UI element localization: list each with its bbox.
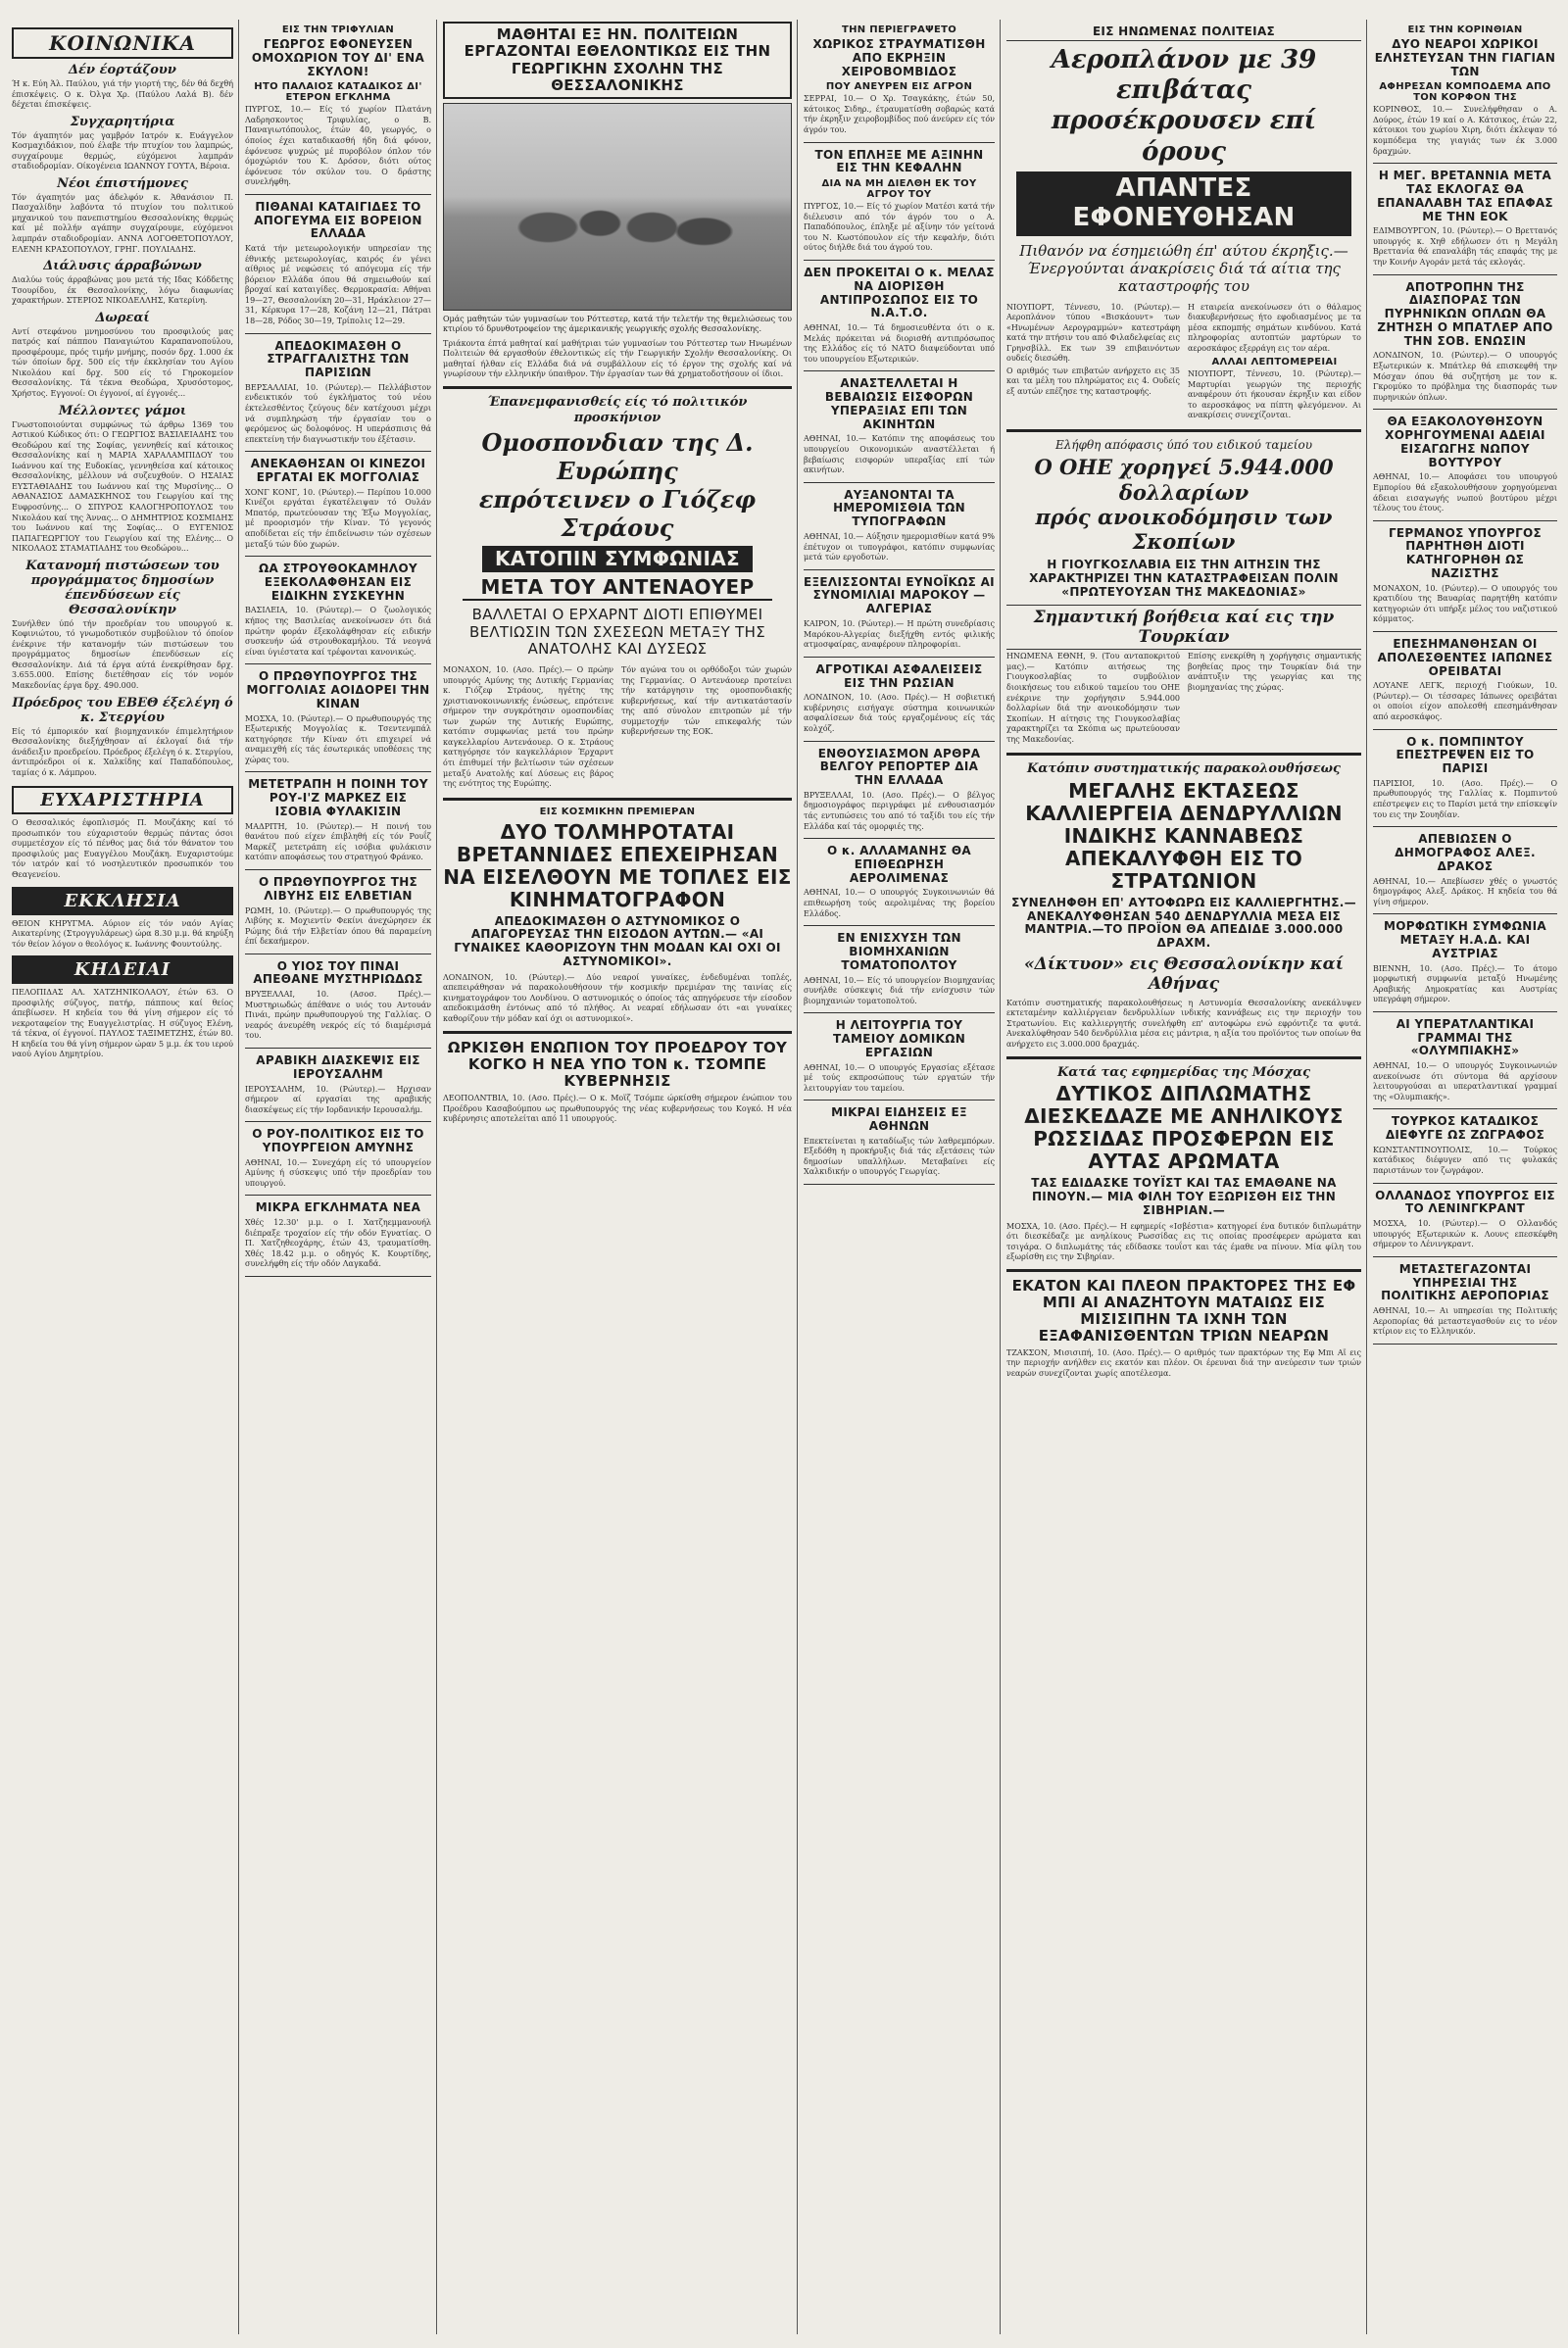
politics-band-2: ΜΕΤΑ ΤΟΥ ΑΝΤΕΝΑΟΥΕΡ xyxy=(463,576,772,601)
article-headline: ΕΠΕΣΗΜΑΝΘΗΣΑΝ ΟΙ ΑΠΟΛΕΣΘΕΝΤΕΣ ΙΑΠΩΝΕΣ ΟΡΕΙΒΑΤΑΙ xyxy=(1377,636,1553,678)
article-text: ΑΘΗΝΑΙ, 10.— Απεβίωσεν χθές ο γνωστός δημογράφος Αλεξ. Δράκος. Η κηδεία του θά γίνη σήμερον. xyxy=(1373,876,1557,906)
social-item-heading: Διάλυσις άρραβώνων xyxy=(43,259,202,274)
social-item-text: Γνωστοποιούνται συμφώνως τώ άρθρω 1369 του Αστικού Κώδικος ότι: Ο ΓΕΩΡΓΙΟΣ ΒΑΣΙΛΕΙΑΔΗΣ του Θεοδώρου καί της Σοφίας, γεννηθείς καί κάτοικος Θεσσαλονίκης καί η ΜΑΡΙΑ ΧΑΡΑΛΑΜΠΙΔΟΥ του Ιωάννου καί της Ευδοκίας, γεννηθείσα καί κάτοικος Θεσσαλονίκης, μέλλουν νά συζευχθούν. Ο ΗΣΑΙΑΣ ΕΥΣΤΑΘΙΑΔΗΣ του Ιωάννου καί της Μυρσίνης... Ο ΑΘΑΝΑΣΙΟΣ ΔΑΜΑΣΚΗΝΟΣ του Γεωργίου καί της Ευφροσύνης... Ο ΣΠΥΡΟΣ ΚΑΛΟΓΗΡΟΠΟΥΛΟΣ του Νικολάου καί της Άννας... Ο ΔΗΜΗΤΡΙΟΣ ΚΟΣΜΙΔΗΣ του Ιωάννου καί της Σοφίας... Ο ΕΥΓΕΝΙΟΣ ΠΑΠΑΓΕΩΡΓΙΟΥ του Γεωργίου καί της Ελένης... Ο ΝΙΚΟΛΑΟΣ ΣΤΑΜΑΤΙΑΔΗΣ του Θεοδώρου... xyxy=(12,419,233,554)
article-headline: ΑΥΞΑΝΟΝΤΑΙ ΤΑ ΗΜΕΡΟΜΙΣΘΙΑ ΤΩΝ ΤΥΠΟΓΡΑΦΩΝ xyxy=(833,487,965,529)
congo-headline: ΩΡΚΙΣΘΗ ΕΝΩΠΙΟΝ ΤΟΥ ΠΡΟΕΔΡΟΥ ΤΟΥ ΚΟΓΚΟ Η ΝΕΑ ΥΠΟ ΤΟΝ κ. ΤΣΟΜΠΕ ΚΥΒΕΡΝΗΣΙΣ xyxy=(447,1038,788,1091)
article-text: ΑΘΗΝΑΙ, 10.— Ο υπουργός Εργασίας εξέτασε μέ τούς εκπροσώπους τών εργατών τήν λειτουργίαν του ταμείου. xyxy=(804,1062,995,1093)
lead-side-title: ΑΛΛΑΙ ΛΕΠΤΟΜΕΡΕΙΑΙ xyxy=(1211,357,1338,368)
article xyxy=(245,340,431,453)
politics-text-b: Τόν αγώνα του οι ορθόδοξοι τών χωρών της Γερμανίας. Ο Αντενάουερ προτείνει τήν κατάργησιν της ομοσπονδιακής κυβερνήσεως, καί τήν αντικατάστασίν της από σύνολον επιτροπών μέ τήν συμμετοχήν τών επικεφαλής τών κυβερνήσεων της ΕΟΚ. xyxy=(621,665,792,737)
hemp-headline: ΜΕΓΑΛΗΣ ΕΚΤΑΣΕΩΣ ΚΑΛΛΙΕΡΓΕΙΑ ΔΕΝΔΡΥΛΛΙΩΝ ΙΝΔΙΚΗΣ ΚΑΝΝΑΒΕΩΣ ΑΠΕΚΑΛΥΦΘΗ ΕΙΣ ΤΟ ΣΤΡΑΤΩΝΙΟΝ xyxy=(1025,778,1343,893)
article xyxy=(1373,1018,1557,1110)
article-headline: ΜΙΚΡΑ ΕΓΚΛΗΜΑΤΑ ΝΕΑ xyxy=(255,1200,421,1215)
lead-text-b: Η εταιρεία ανεκοίνωσεν ότι ο θάλαμος διακυβερνήσεως ήτο εφοδιασμένος με τα μέσα εκπομπής σημάτων κινδύνου. Κατά πληροφορίας αυτοπτών μαρτύρων το αεροσκάφος εξερράγη εις τον αέρα. xyxy=(1188,302,1361,353)
funeral-text: ΠΕΛΟΠΙΔΑΣ ΑΛ. ΧΑΤΖΗΝΙΚΟΛΑΟΥ, έτών 63. Ο προσφιλής σύζυγος, πατήρ, πάππους καί θείος άπεβίωσεν. Η κηδεία του θά γίνη σήμερον είς τό νεκροταφείον της Ευαγγελιστρίας. Η σύζυγος Ελένη, τά τέκνα, οί έγγονοί. ΠΑΥΛΟΣ ΤΑΞΙΜΕΤΖΗΣ, έτών 80. Η κηδεία του θά γίνη σήμερον ώραν 5 μ.μ. έκ του ιερού ναού Αγίου Δημητρίου. xyxy=(12,988,233,1059)
column-main xyxy=(1006,22,1361,2334)
article-text: ΒΡΥΞΕΛΛΑΙ, 10. (Ασοσ. Πρές).— Μυστηριωδώς άπέθανε ο υιός του Αντουάν Πινάι, πρώην πρωθυπουργού της Γαλλίας. Ο νεαρός άνευρέθη νεκρός είς τό διαμέρισμά του. xyxy=(245,990,431,1041)
lead-text-a: ΝΙΟΥΠΟΡΤ, Τέννεσυ, 10. (Ρώυτερ).— Αεροπλάνον τύπου «Βισκάουντ» των «Ηνωμένων Αερογραμμών» κατεστράφη κατά την πτήσιν του από Φιλαδελφείας εις Γρηνσβίλλ. Εκ των 39 επιβαινόντων ουδείς διεσώθη. xyxy=(1006,302,1180,364)
column-rule xyxy=(1000,20,1001,2334)
lead-headline-3: ΑΠΑΝΤΕΣ ΕΦΟΝΕΥΘΗΣΑΝ xyxy=(1016,171,1351,236)
article-headline: ΔΥΟ ΝΕΑΡΟΙ ΧΩΡΙΚΟΙ ΕΛΗΣΤΕΥΣΑΝ ΤΗΝ ΓΙΑΓΙΑΝ ΤΩΝ xyxy=(1374,37,1556,78)
article xyxy=(1373,1115,1557,1183)
social-item-text: Τόν άγαπητόν μας γαμβρόν Ιατρόν κ. Ευάγγελον Κοσμαχιδάκιον, πού έλαβε τήν πτυχίον του λαμπρώς, συγχαίρουμε θερμώς, εύχόμενοι λαμπράν σταδιοδρομίαν. Οίκογένεια ΙΩΑΝΝΟΥ ΓΟΥΤΑ, Βέροια. xyxy=(12,130,233,171)
article-text: ΑΘΗΝΑΙ, 10.— Ο υπουργός Συγκοινωνιών ανεκοίνωσε ότι σύντομα θά αρχίσουν λειτουργούσαι αι υπερατλαντικαί γραμμαί της «Ολυμπιακής». xyxy=(1373,1061,1557,1101)
social-items xyxy=(12,63,233,778)
article xyxy=(804,663,995,742)
article-text: ΠΥΡΓΟΣ, 10.— Είς τό χωρίον Πλατάνη Λαδρησκοντος Τριφυλίας, ο Β. Παναγιωτόπουλος, έτών 40, γεωργός, ο όποίος έχει καταδικασθή ήδη διά φόνον, έφόνευσε ψυχρώς μέ πυροβόλον όπλον τόν όμοχώριόν του Κ. Δρόσον, διότι ούτος έφόνευσε τόν σκύλον του. Ο δράστης συνελήφθη. xyxy=(245,105,431,187)
article-kicker: ΕΙΣ ΤΗΝ ΤΡΙΦΥΛΙΑΝ xyxy=(281,24,395,35)
article-headline: ΑΓΡΟΤΙΚΑΙ ΑΣΦΑΛΕΙΣΕΙΣ ΕΙΣ ΤΗΝ ΡΩΣΙΑΝ xyxy=(815,661,983,690)
students-photo xyxy=(443,103,792,311)
politics-band-1: ΚΑΤΟΠΙΝ ΣΥΜΦΩΝΙΑΣ xyxy=(482,546,753,572)
article-kicker: ΤΗΝ ΠΕΡΙΕΓΡΑΨΕΤΟ xyxy=(841,24,956,35)
article-text: ΒΕΡΣΑΛΛΙΑΙ, 10. (Ρώυτερ).— Πελλάβιστον ενδεικτικόν τού έγκλήματος τού νέου έκτελεσθέντος ζεύγους δέν κατέχουσι μέχρι νά συμπληρώση τήν έργασίαν του ο φερόμενος ώς δολοφόνος. Η υπεράσπισις θά επεκτείνη τήν διαγνωστικήν του έξέτασιν. xyxy=(245,382,431,444)
social-item-text: Συνήλθεν ύπό τήν προεδρίαν του υπουργού κ. Κοφινιώτου, τό γνωμοδοτικόν συμβούλιον τό όποίον ένέκρινε τήν κατανομήν τών πιστώσεων του προγράμματος δημοσίων έπενδύσεων είς Θεσσαλονίκην. Διά τά έργα αύτά ένεκρίθησαν δρχ. 3.655.000. Επίσης διετέθησαν είς τόν νομόν Μακεδονίας έργα δρχ. 490.000. xyxy=(12,618,233,690)
article xyxy=(1373,736,1557,828)
article-headline: ΑΠΕΔΟΚΙΜΑΣΘΗ Ο ΣΤΡΑΓΓΑΛΙΣΤΗΣ ΤΩΝ ΠΑΡΙΣΙΩΝ xyxy=(267,338,410,380)
article-text: ΜΟΝΑΧΟΝ, 10. (Ρώυτερ).— Ο υπουργός του κρατιδίου της Βαυαρίας παρητήθη κατόπιν κατηγοριών ότι υπήρξε μέλος του ναζιστικού κόμματος. xyxy=(1373,583,1557,624)
article-text: ΑΘΗΝΑΙ, 10.— Τά δημοσιευθέντα ότι ο κ. Μελάς πρόκειται νά διορισθή αντιπρόσωπος της Ελλάδος είς τό ΝΑΤΟ διαψεύδονται υπό του υπουργείου Εξωτερικών. xyxy=(804,323,995,364)
news-list-4 xyxy=(804,24,995,1185)
article-text: ΜΟΣΧΑ, 10. (Ρώυτερ).— Ο Ολλανδός υπουργός Εξωτερικών κ. Λουνς επεσκέφθη σήμερον το Λένινγκραντ. xyxy=(1373,1219,1557,1249)
article xyxy=(1373,1190,1557,1257)
social-item-text: Διαλύω τούς άρραβώνας μου μετά τής Ιδας Κόδδετης Τσουρίδου, έκ Θεσσαλονίκης, λόγω διαφωνίας χαρακτήρων. ΣΤΕΡΙΟΣ ΝΙΚΟΔΕΛΛΗΣ, Κατερίνη. xyxy=(12,275,233,306)
article xyxy=(245,1128,431,1196)
social-item-text: Είς τό έμπορικόν καί βιομηχανικόν έπιμελητήριον Θεσσαλονίκης διεξήχθησαν αί έκλογαί διά τήν άνάδειξιν προεδρείου. Πρόεδρος έξελέγη ό κ. Στεργίου, άντιπρόεδροι οί κ. Χαλκίδης καί Παπαδόπουλος, ταμίας ό κ. Λάμπρου. xyxy=(12,726,233,777)
article-text: ΑΘΗΝΑΙ, 10.— Αι υπηρεσίαι της Πολιτικής Αεροπορίας θά μεταστεγασθούν εις το νέον κτίριον εις το Ελληνικόν. xyxy=(1373,1306,1557,1337)
lead-subheadline: Πιθανόν να έσημειώθη έπ' αύτου έκρηξις.—Ένεργούνται άνακρίσεις διά τά αίτια της καταστροφής του xyxy=(1019,241,1348,295)
un-text-b: Επίσης ενεκρίθη η χορήγησις σημαντικής βοηθείας προς την Τουρκίαν διά την ανάπτυξιν της γεωργίας και της βιομηχανίας της χώρας. xyxy=(1188,652,1361,692)
politics-kicker: Έπανεμφανισθείς είς τό πολιτικόν προσκήνιον xyxy=(487,394,748,425)
article xyxy=(804,845,995,926)
article-headline: ΑΝΑΣΤΕΛΛΕΤΑΙ Η ΒΕΒΑΙΩΣΙΣ ΕΙΣΦΟΡΩΝ ΥΠΕΡΑΞΙΑΣ ΕΠΙ ΤΩΝ ΑΚΙΝΗΤΩΝ xyxy=(824,376,974,431)
article-text: ΠΑΡΙΣΙΟΙ, 10. (Ασο. Πρές).— Ο πρωθυπουργός της Γαλλίας κ. Πομπιντού επέστρεψεν εις το Παρίσι μετά την επίσκεψίν του εις την Σουηδίαν. xyxy=(1373,778,1557,819)
article-text: ΒΑΣΙΛΕΙΑ, 10. (Ρώυτερ).— Ο ζωολογικός κήπος της Βασιλείας ανεκοίνωσεν ότι διά πρώτην φοράν έξεκολάφθησαν είς ειδικήν συσκευήν ώά στρουθοκαμήλου. Τά νεογνά είναι ύγιέστατα καί τρέφονται κανονικώς. xyxy=(245,606,431,657)
article xyxy=(1373,24,1557,164)
article xyxy=(245,1201,431,1277)
article-headline: Ο κ. ΑΛΛΑΜΑΝΗΣ ΘΑ ΕΠΙΘΕΩΡΗΣΗ ΑΕΡΟΛΙΜΕΝΑΣ xyxy=(826,844,972,885)
column-feature xyxy=(443,22,792,2334)
social-item-heading: Κατανομή πιστώσεων του προγράμματος δημοσίων έπενδύσεων είς Θεσσαλονίκην xyxy=(25,558,220,617)
article-text: ΙΕΡΟΥΣΑΛΗΜ, 10. (Ρώυτερ).— Ηρχισαν σήμερον αί εργασίαι της αραβικής διασκέψεως είς τήν Ιορδανικήν Ιερουσαλήμ. xyxy=(245,1084,431,1114)
article-text: ΑΘΗΝΑΙ, 10.— Αποφάσει του υπουργού Εμπορίου θά εξακολουθήσουν χορηγούμεναι άδειαι εισαγωγής νωπού βουτύρου μέχρι τέλους του έτους. xyxy=(1373,472,1557,514)
article-headline: ΓΕΩΡΓΟΣ ΕΦΟΝΕΥΣΕΝ ΟΜΟΧΩΡΙΟΝ ΤΟΥ ΔΙ' ΕΝΑ ΣΚΥΛΟΝ! xyxy=(251,37,425,78)
article-subheadline: ΗΤΟ ΠΑΛΑΙΟΣ ΚΑΤΑΔΙΚΟΣ ΔΙ' ΕΤΕΡΟΝ ΕΓΚΛΗΜΑ xyxy=(254,81,422,104)
column-rule xyxy=(1366,20,1367,2334)
column-rule xyxy=(797,20,798,2334)
politics-text-a: ΜΟΝΑΧΟΝ, 10. (Ασο. Πρές).— Ο πρώην υπουργός Αμύνης της Δυτικής Γερμανίας κ. Γιόζεφ Στράους, ηγέτης της χριστιανοκοινωνικής ένώσεως, επρότεινε σήμερον την συγκρότησιν ομοσπονδίας των χωρών της Δυτικής Ευρώπης, κατόπιν συμφωνίας μετά του πρώην καγκελλαρίου Αντενάουερ. Ο κ. Στράους κατηγόρησε τόν καγκελλάριον Έρχαρντ ότι έπιθυμεί τήν βελτίωσιν τών σχέσεων μεταξύ Ανατολής καί Δύσεως εις βάρος της ενότητος της Ευρώπης. xyxy=(443,665,613,789)
article-text: ΑΘΗΝΑΙ, 10.— Αύξησιν ημερομισθίων κατά 9% έπέτυχον οι τυπογράφοι, κατόπιν συμφωνίας μετά τών εργοδοτών. xyxy=(804,532,995,563)
article-headline: ΑΠΕΒΙΩΣΕΝ Ο ΔΗΜΟΓΡΑΦΟΣ ΑΛΕΞ. ΔΡΑΚΟΣ xyxy=(1395,832,1536,873)
photo-headline: ΜΑΘΗΤΑΙ ΕΞ ΗΝ. ΠΟΛΙΤΕΙΩΝ ΕΡΓΑΖΟΝΤΑΙ ΕΘΕΛΟΝΤΙΚΩΣ ΕΙΣ ΤΗΝ ΓΕΩΡΓΙΚΗΝ ΣΧΟΛΗΝ ΤΗΣ ΘΕΣΣΑΛΟΝΙΚΗΣ xyxy=(443,22,792,99)
article-headline: Η ΜΕΓ. ΒΡΕΤΑΝΝΙΑ ΜΕΤΑ ΤΑΣ ΕΚΛΟΓΑΣ ΘΑ ΕΠΑΝΑΛΑΒΗ ΤΑΣ ΕΠΑΦΑΣ ΜΕ ΤΗΝ ΕΟΚ xyxy=(1377,169,1553,223)
lead-headline-2: προσέκρουσεν επί όρους xyxy=(1051,106,1317,167)
article xyxy=(245,670,431,772)
moscow-text: ΜΟΣΧΑ, 10. (Ασο. Πρές).— Η εφημερίς «Ισβέστια» κατηγορεί ένα δυτικόν διπλωμάτην ότι διεσκέδαζε με ανηλίκους Ρωσσίδας εις τις οποίας προσέφερεν αρώματα και τσιγάρα. Ο διπλωμάτης τάς εδίδασκε τουΐστ και τάς έμαθε να πίνουν. Μία φίλη του εξωρίσθη εις την Σιβηρίαν. xyxy=(1006,1221,1361,1262)
social-item-text: Αντί στεφάνου μνημοσύνου του προσφιλούς μας πατρός καί πάππου Παναγιώτου Καραπανοπούλου, προσφέρουμε, πρός τιμήν μνήμης, ποσόν δρχ. 1.000 έκ τών όποίων δρχ. 500 είς τήν έκκλησίαν του Αγίου Νικολάου καί δρχ. 500 είς τό Γηροκομείον Θεσσαλονίκης. Τά τέκνα Θεοδώρα, Χρυσόστομος, Χρήστος. Εγγονοί: Οι έγγονοί, αί έγγονές... xyxy=(12,326,233,399)
hemp-text: Κατόπιν συστηματικής παρακολουθήσεως η Αστυνομία Θεσσαλονίκης ανεκάλυψεν εκτεταμένην καλλιέργειαν δενδρυλλίων ινδικής καννάβεως εις την περιοχήν του Στρατωνίου. Εις καλλιεργητής συνελήφθη επ' αυτοφώρω ενώ εφρόντιζε τα φυτά. Ανεκαλύφθησαν 540 δενδρύλλια μέσα εις μάντρια, η αξία του προϊόντος των οποίων θα ανήρχετο εις 3.000.000 δραχμάς. xyxy=(1006,998,1361,1049)
moscow-kicker: Κατά τας εφημερίδας της Μόσχας xyxy=(1056,1064,1311,1080)
article-headline: Ο κ. ΠΟΜΠΙΝΤΟΥ ΕΠΕΣΤΡΕΨΕΝ ΕΙΣ ΤΟ ΠΑΡΙΣΙ xyxy=(1396,734,1535,776)
article-headline: ΑΙ ΥΠΕΡΑΤΛΑΝΤΙΚΑΙ ΓΡΑΜΜΑΙ ΤΗΣ «ΟΛΥΜΠΙΑΚΗΣ» xyxy=(1396,1016,1535,1058)
article-headline: Ο ΠΡΩΘΥΠΟΥΡΓΟΣ ΤΗΣ ΛΙΒΥΗΣ ΕΙΣ ΕΛΒΕΤΙΑΝ xyxy=(258,874,418,903)
article xyxy=(1373,170,1557,274)
article-subheadline: ΑΦΗΡΕΣΑΝ ΚΟΜΠΟΔΕΜΑ ΑΠΟ ΤΟΝ ΚΟΡΦΟΝ ΤΗΣ xyxy=(1379,81,1551,104)
article xyxy=(1373,638,1557,730)
article xyxy=(245,201,431,334)
article xyxy=(804,24,995,143)
article xyxy=(245,1054,431,1122)
article-subheadline: ΔΙΑ ΝΑ ΜΗ ΔΙΕΛΘΗ ΕΚ ΤΟΥ ΑΓΡΟΥ ΤΟΥ xyxy=(821,178,977,201)
congo-text: ΛΕΟΠΟΛΝΤΒΙΛ, 10. (Ασο. Πρές).— Ο κ. Μοΐζ Τσόμπε ώρκίσθη σήμερον ένώπιον του Προέδρου Κασαβούμπου ως πρωθυπουργός της νέας κυβερνήσεως του Κογκό. Η νέα κυβέρνησις αποτελείται από 11 υπουργούς. xyxy=(443,1094,792,1124)
lead-headline-1: Αεροπλάνον με 39 επιβάτας xyxy=(1051,45,1317,106)
social-item-text: Τόν άγαπητόν μας άδελφόν κ. Άθανάσιον Π. Πασχαλίδην λαβόντα τό πτυχίον του πολιτικού μηχανικού του πανεπιστημίου Θεσσαλονίκης θερμώς καί μέ πολλήν αγάπην συγχαίρουμε, εύχόμενοι λαμπράν σταδιοδρομίαν. ΑΝΝΑ ΛΟΓΟΘΕΤΟΠΟΥΛΟΥ, ΕΛΕΝΗ ΚΡΑΣΟΠΟΥΛΟΥ, ΓΡΗΓ. ΠΟΥΛΙΑΔΗΣ. xyxy=(12,192,233,254)
column-rule xyxy=(238,20,239,2334)
article-text: ΚΟΡΙΝΘΟΣ, 10.— Συνελήφθησαν ο Α. Δούρος, έτών 19 καί ο Α. Κάτσικος, έτών 22, κάτοικοι του χωρίου Χιρη, διότι έκλεψαν τό κομπόδεμα της γιαγιάς των έκ 3.000 δραχμών. xyxy=(1373,105,1557,156)
article-subheadline: ΠΟΥ ΑΝΕΥΡΕΝ ΕΙΣ ΑΓΡΟΝ xyxy=(825,81,973,93)
photo-caption: Ομάς μαθητών τών γυμνασίων του Ρόττεστερ, κατά τήν τελετήν της θεμελιώσεως του κτιρίου τό δρυνθοτροφείον της άμερικανικής γεωργικής σχολής Θεσσαλονίκης. xyxy=(443,315,792,334)
article-headline: Ο ΡΟΥ-ΠΟΛΙΤΙΚΟΣ ΕΙΣ ΤΟ ΥΠΟΥΡΓΕΙΟΝ ΑΜΥΝΗΣ xyxy=(252,1127,424,1155)
lead-side-text: ΝΙΟΥΠΟΡΤ, Τέννεσυ, 10. (Ρώυτερ).— Μαρτυρίαι γεωργών της περιοχής αναφέρουν ότι ήκουσαν έκρηξιν και είδον το αεροσκάφος να πίπτη φλεγόμενον. Αι ανακρίσεις συνεχίζονται. xyxy=(1188,369,1361,420)
un-kicker: Ελήφθη απόφασις ύπό του ειδικού ταμείου xyxy=(1054,438,1312,452)
moscow-headline: ΔΥΤΙΚΟΣ ΔΙΠΛΩΜΑΤΗΣ ΔΙΕΣΚΕΔΑΖΕ ΜΕ ΑΝΗΛΙΚΟΥΣ ΡΩΣΣΙΔΑΣ ΠΡΟΣΦΕΡΩΝ ΕΙΣ ΑΥΤΑΣ ΑΡΩΜΑΤΑ xyxy=(1024,1082,1344,1174)
article-headline: ΜΙΚΡΑΙ ΕΙΔΗΣΕΙΣ ΕΞ ΑΘΗΝΩΝ xyxy=(831,1105,967,1133)
article-text: ΑΘΗΝΑΙ, 10.— Συνεχάρη είς τό υπουργείον Αμύνης ή σύσκεψις υπό τήν προεδρίαν του υπουργού. xyxy=(245,1157,431,1188)
hemp-kicker: Κατόπιν συστηματικής παρακολουθήσεως xyxy=(1027,761,1341,777)
article xyxy=(804,1106,995,1185)
article xyxy=(1373,416,1557,520)
politics-headline-2: επρότεινεν ο Γιόζεφ Στράους xyxy=(478,484,757,542)
social-item-heading: Μέλλοντες γάμοι xyxy=(58,403,187,418)
article xyxy=(1373,281,1557,411)
article-headline: ΜΟΡΦΩΤΙΚΗ ΣΥΜΦΩΝΙΑ ΜΕΤΑΞΥ Η.Α.Δ. ΚΑΙ ΑΥΣΤΡΙΑΣ xyxy=(1384,919,1546,960)
lead-text-c: Ο αριθμός των επιβατών ανήρχετο εις 35 και τα μέλη του πληρώματος εις 4. Ουδείς εξ αυτών επέζησε της καταστροφής. xyxy=(1006,366,1180,396)
article xyxy=(804,489,995,570)
article xyxy=(245,960,431,1049)
article-headline: ΑΡΑΒΙΚΗ ΔΙΑΣΚΕΨΙΣ ΕΙΣ ΙΕΡΟΥΣΑΛΗΜ xyxy=(256,1053,420,1081)
article-headline: ΕΞΕΛΙΣΣΟΝΤΑΙ ΕΥΝΟΪΚΩΣ ΑΙ ΣΥΝΟΜΙΛΙΑΙ ΜΑΡΟΚΟΥ — ΑΛΓΕΡΙΑΣ xyxy=(804,574,995,616)
article-headline: ΤΟΝ ΕΠΛΗΞΕ ΜΕ ΑΞΙΝΗΝ ΕΙΣ ΤΗΝ ΚΕΦΑΛΗΝ xyxy=(814,147,984,175)
article xyxy=(804,267,995,371)
article xyxy=(1373,920,1557,1012)
church-text: ΘΕΙΟΝ ΚΗΡΥΓΜΑ. Αύριον είς τόν ναόν Αγίας Αικατερίνης (Στρογγυλάρεως) ώρα 8.30 μ.μ. θά κηρύξη τόν θείον λόγον ο θεολόγος κ. Ιωάννης Φουντούλης. xyxy=(12,918,233,949)
article-headline: ΟΛΛΑΝΔΟΣ ΥΠΟΥΡΓΟΣ ΕΙΣ ΤΟ ΛΕΝΙΝΓΚΡΑΝΤ xyxy=(1375,1188,1555,1216)
article xyxy=(1373,833,1557,914)
article-headline: ΠΙΘΑΝΑΙ ΚΑΤΑΙΓΙΔΕΣ ΤΟ ΑΠΟΓΕΥΜΑ ΕΙΣ ΒΟΡΕΙΟΝ ΕΛΛΑΔΑ xyxy=(254,199,422,241)
article-text: ΛΟΝΔΙΝΟΝ, 10. (Ασο. Πρές).— Η σοβιετική κυβέρνησις εισήγαγε σύστημα κοινωνικών ασφαλίσεων διά τούς εργαζομένους είς τάς κολχόζ. xyxy=(804,693,995,733)
article xyxy=(245,458,431,557)
fbi-headline: ΕΚΑΤΟΝ ΚΑΙ ΠΛΕΟΝ ΠΡΑΚΤΟΡΕΣ ΤΗΣ ΕΦ ΜΠΙ ΑΙ ΑΝΑΖΗΤΟΥΝ ΜΑΤΑΙΩΣ ΕΙΣ ΜΙΣΙΣΙΠΗΝ ΤΑ ΙΧΝΗ ΤΩΝ ΕΞΑΦΑΝΙΣΘΕΝΤΩΝ ΤΡΙΩΝ ΝΕΑΡΩΝ xyxy=(1011,1276,1356,1345)
article-text: ΒΙΕΝΝΗ, 10. (Ασο. Πρές).— Το άτομο μορφωτική συμφωνία μεταξύ Ηνωμένης Αραβικής Δημοκρατίας και Αυστρίας υπεγράφη σήμερον. xyxy=(1373,963,1557,1004)
article-headline: ΕΝ ΕΝΙΣΧΥΣΗ ΤΩΝ ΒΙΟΜΗΧΑΝΙΩΝ ΤΟΜΑΤΟΠΟΛΤΟΥ xyxy=(837,931,961,972)
article-text: ΧΟΝΓ ΚΟΝΓ, 10. (Ρώυτερ).— Περίπου 10.000 Κινέζοι εργάται έγκατέλειψαν τό Ουλάν Μπατόρ, πρωτεύουσαν της Έξω Μογγολίας, μέ προορισμόν τήν Κίναν. Τό γεγονός αποδίδεται είς τήν έπιδείνωσιν τών σχέσεων μεταξύ τών δύο χωρών. xyxy=(245,487,431,549)
article xyxy=(804,149,995,261)
article-text: Κατά τήν μετεωρολογικήν υπηρεσίαν της έθνικής μετεωρολογίας, καιρός έν γένει αίθριος μέ νεφώσεις τό απόγευμα είς τήν βόρειον Ελλάδα όπου θά σημειωθούν καί βροχαί καί καταιγίδες. Θερμοκρασία: Αθήναι 19—27, Θεσσαλονίκη 20—31, Ηράκλειον 27—31, Κέρκυρα 17—28, Κοζάνη 12—21, Πάτραι 18—28, Ρόδος 30—19, Τρίπολις 12—29. xyxy=(245,244,431,325)
article-headline: ΩΑ ΣΤΡΟΥΘΟΚΑΜΗΛΟΥ ΕΞΕΚΟΛΑΦΘΗΣΑΝ ΕΙΣ ΕΙΔΙΚΗΝ ΣΥΣΚΕΥΗΝ xyxy=(259,562,417,603)
article xyxy=(804,748,995,840)
article-headline: ΧΩΡΙΚΟΣ ΣΤΡΑΥΜΑΤΙΣΘΗ ΑΠΟ ΕΚΡΗΞΙΝ ΧΕΙΡΟΒΟΜΒΙΔΟΣ xyxy=(812,37,986,78)
column-news-6 xyxy=(1373,22,1557,2334)
hemp-band: «Δίκτυον» εις Θεσσαλονίκην καί Αθήνας xyxy=(1024,954,1344,995)
article-text: ΚΑΪΡΟΝ, 10. (Ρώυτερ).— Η πρώτη συνεδρίασις Μαρόκου-Αλγερίας διεξήχθη εντός φιλικής ατμοσφαίρας, αναφέρουν πληροφορίαι. xyxy=(804,619,995,650)
column-news-4 xyxy=(804,22,995,2334)
news-list-6 xyxy=(1373,24,1557,1345)
funeral-section-title: ΚΗΔΕΙΑΙ xyxy=(12,955,233,984)
article xyxy=(1373,1263,1557,1345)
social-item-text: Ή κ. Εύη Άλ. Παύλου, γιά τήν γιορτή της, δέν θά δεχθή έπισκέψεις. Ο κ. Όλγα Χρ. (Παύλου Λαλά Β). δέν δέχεται έπισκέψεις. xyxy=(12,79,233,110)
article-text: Χθές 12.30' μ.μ. ο Ι. Χατζηεμμανουήλ διέπραξε τροχαίον είς τήν οδόν Εγνατίας. Ο Π. Χατζηθεοχάρης, έτών 43, τραυματίσθη. Χθές 18.42 μ.μ. ο οδηγός Κ. Κουρτίδης, συνελήφθη είς τήν οδόν Λαγκαδά. xyxy=(245,1218,431,1269)
article-headline: ΓΕΡΜΑΝΟΣ ΥΠΟΥΡΓΟΣ ΠΑΡΗΤΗΘΗ ΔΙΟΤΙ ΚΑΤΗΓΟΡΗΘΗ ΩΣ ΝΑΖΙΣΤΗΣ xyxy=(1388,525,1543,580)
cinema-subheadline: ΑΠΕΔΟΚΙΜΑΣΘΗ Ο ΑΣΤΥΝΟΜΙΚΟΣ Ο ΑΠΑΓΟΡΕΥΣΑΣ ΤΗΝ ΕΙΣΟΔΟΝ ΑΥΤΩΝ.— «ΑΙ ΓΥΝΑΙΚΕΣ ΚΑΘΟΡΙΖΟΥΝ ΤΗΝ ΜΟΔΑΝ ΚΑΙ ΟΧΙ ΟΙ ΑΣΤΥΝΟΜΙΚΟΙ». xyxy=(454,913,781,969)
un-headline-1: Ο ΟΗΕ χορηγεί 5.944.000 δολλαρίων xyxy=(1034,455,1334,505)
politics-headline-1: Ομοσπονδιαν της Δ. Ευρώπης xyxy=(481,428,754,485)
news-list-2 xyxy=(245,24,431,1277)
article xyxy=(804,377,995,482)
column-social xyxy=(12,22,233,2334)
cinema-kicker: ΕΙΣ ΚΟΣΜΙΚΗΝ ΠΡΕΜΙΕΡΑΝ xyxy=(539,806,696,817)
article xyxy=(804,1019,995,1101)
article-headline: ΜΕΤΑΣΤΕΓΑΖΟΝΤΑΙ ΥΠΗΡΕΣΙΑΙ ΤΗΣ ΠΟΛΙΤΙΚΗΣ ΑΕΡΟΠΟΡΙΑΣ xyxy=(1381,1261,1549,1303)
article xyxy=(245,24,431,195)
photo-article-text: Τριάκοντα έπτά μαθηταί καί μαθήτριαι τών γυμνασίων του Ρόττεστερ των Ηνωμένων Πολιτειών θά εργασθούν έθελοντικώς είς τήν Γεωργικήν Σχολήν Θεσσαλονίκης. Οι μαθηταί ήλθαν είς Ελλάδα διά νά συμβάλλουν είς τό έργον της σχολής καί νά γνωρίσουν τήν ελληνικήν ύπαιθρον. Τήν έργασίαν των θά χρηματοδοτήσουν οί ίδιοι. xyxy=(443,338,792,379)
article-text: ΜΟΣΧΑ, 10. (Ρώυτερ).— Ο πρωθυπουργός της Εξωτερικής Μογγολίας κ. Τσεντενμπάλ κατηγόρησε τήν Κίναν ότι επιχειρεί νά αναμειχθή είς τάς έσωτερικάς υποθέσεις της χώρας του. xyxy=(245,713,431,764)
column-rule xyxy=(436,20,437,2334)
social-item-heading: Πρόεδρος του ΕΒΕΘ έξελέγη ό κ. Στεργίου xyxy=(12,695,233,725)
article xyxy=(245,876,431,954)
moscow-subheadline: ΤΑΣ ΕΔΙΔΑΣΚΕ ΤΟΥΪΣΤ ΚΑΙ ΤΑΣ ΕΜΑΘΑΝΕ ΝΑ ΠΙΝΟΥΝ.— ΜΙΑ ΦΙΛΗ ΤΟΥ ΕΞΩΡΙΣΘΗ ΕΙΣ ΤΗΝ ΣΙΒΗΡΙΑΝ.— xyxy=(1031,1176,1337,1217)
article-text: ΡΩΜΗ, 10. (Ρώυτερ).— Ο πρωθυπουργός της Λιβύης κ. Μοχιεντίν Φεκίνι άνεχώρησεν έκ Ρώμης διά τήν Ελβετίαν όπου θά παραμείνη έπί δεκαήμερον. xyxy=(245,905,431,947)
article-text: ΒΡΥΞΕΛΛΑΙ, 10. (Ασο. Πρές).— Ο βέλγος δημοσιογράφος περιγράφει μέ ενθουσιασμόν τάς εντυπώσεις του από τό ταξίδι του είς τήν Ελλάδα καί τάς ομορφιές της. xyxy=(804,790,995,831)
article-text: ΛΟΝΔΙΝΟΝ, 10. (Ρώυτερ).— Ο υπουργός Εξωτερικών κ. Μπάτλερ θά επισκεφθή την Μόσχαν όπου θά συζητήση με τον κ. Γκρομύκο το πρόβλημα της διασποράς των πυρηνικών όπλων. xyxy=(1373,351,1557,402)
article-kicker: ΕΙΣ ΤΗΝ ΚΟΡΙΝΘΙΑΝ xyxy=(1407,24,1523,35)
article-text: ΛΟΥΑΝΕ ΛΕΓΚ, περιοχή Γιούκων, 10. (Ρώυτερ).— Οι τέσσαρες Ιάπωνες ορειβάται οι οποίοι είχον απολεσθή επεσημάνθησαν από αεροσκάφος. xyxy=(1373,681,1557,721)
article xyxy=(804,932,995,1013)
social-item-heading: Νέοι έπιστήμονες xyxy=(57,175,188,191)
thanks-section-title: ΕΥΧΑΡΙΣΤΗΡΙΑ xyxy=(12,786,233,814)
article-headline: ΤΟΥΡΚΟΣ ΚΑΤΑΔΙΚΟΣ ΔΙΕΦΥΓΕ ΩΣ ΖΩΓΡΑΦΟΣ xyxy=(1385,1114,1545,1143)
article-text: ΜΑΔΡΙΤΗ, 10. (Ρώυτερ).— Η ποινή του θανάτου πού είχεν έπιβληθή είς τόν Ρουΐζ Μαρκέζ μετετράπη είς ισόβια φυλάκισιν κατόπιν αποφάσεως του στρατηγού Φράνκο. xyxy=(245,821,431,862)
article-headline: Ο ΥΙΟΣ ΤΟΥ ΠΙΝΑΙ ΑΠΕΘΑΝΕ ΜΥΣΤΗΡΙΩΔΩΣ xyxy=(253,958,423,987)
article-headline: ΕΝΘΟΥΣΙΑΣΜΟΝ ΑΡΘΡΑ ΒΕΛΓΟΥ ΡΕΠΟΡΤΕΡ ΔΙΑ ΤΗΝ ΕΛΛΑΔΑ xyxy=(817,746,981,788)
fbi-text: ΤΖΑΚΣΟΝ, Μισισιπή, 10. (Ασο. Πρές).— Ο αριθμός των πρακτόρων της Εφ Μπι Αϊ εις την περιοχήν ανήλθεν εις εκατόν και πλέον. Οι έρευναι διά την ανεύρεσιν των τριών νεαρών συνεχίζονται χωρίς αποτέλεσμα. xyxy=(1006,1347,1361,1378)
article-text: ΣΕΡΡΑΙ, 10.— Ο Χρ. Τσαγκάκης, έτών 50, κάτοικος Σιδηρ., έτραυματίσθη σοβαρώς κατά τήν έκρηξιν χειροβομβίδος πού άνεύρεν είς τόν άγρόν του. xyxy=(804,94,995,135)
social-section-title: ΚΟΙΝΩΝΙΚΑ xyxy=(12,27,233,59)
article xyxy=(245,563,431,664)
article-headline: ΜΕΤΕΤΡΑΠΗ Η ΠΟΙΝΗ ΤΟΥ ΡΟΥ-Ι'Ζ ΜΑΡΚΕΖ ΕΙΣ ΙΣΟΒΙΑ ΦΥΛΑΚΙΣΙΝ xyxy=(248,777,428,818)
un-headline-2: πρός ανοικοδόμησιν των Σκοπίων xyxy=(1035,504,1333,554)
article xyxy=(1373,527,1557,632)
article-headline: Ο ΠΡΩΘΥΠΟΥΡΓΟΣ ΤΗΣ ΜΟΓΓΟΛΙΑΣ ΑΟΙΔΟΡΕΙ ΤΗΝ ΚΙΝΑΝ xyxy=(246,669,430,710)
article-text: ΚΩΝΣΤΑΝΤΙΝΟΥΠΟΛΙΣ, 10.— Τούρκος κατάδικος διέφυγεν από τις φυλακάς παριστάνων τον ζωγράφον. xyxy=(1373,1145,1557,1175)
social-item-heading: Δωρεαί xyxy=(95,310,150,325)
article-text: ΑΘΗΝΑΙ, 10.— Είς τό υπουργείον Βιομηχανίας συνήλθε σύσκεψις διά τήν ενίσχυσιν τών βιομηχανιών τοματοπολτού. xyxy=(804,975,995,1005)
article-text: ΑΘΗΝΑΙ, 10.— Ο υπουργός Συγκοινωνιών θά επιθεωρήση τούς αερολιμένας της βορείου Ελλάδος. xyxy=(804,888,995,918)
article-headline: ΘΑ ΕΞΑΚΟΛΟΥΘΗΣΟΥΝ ΧΟΡΗΓΟΥΜΕΝΑΙ ΑΔΕΙΑΙ ΕΙΣΑΓΩΓΗΣ ΝΩΠΟΥ ΒΟΥΤΥΡΟΥ xyxy=(1385,415,1545,469)
thanks-text: Ο Θεσσαλικός έφοπλισμός Π. Μουζάκης καί τό προσωπικόν του εύχαριστούν θερμώς πάντας όσοι συμμετέσχον είς τό πένθος μας διά τόν θάνατον του προσφιλούς μας Ευαγγέλου Μουζάκη. Ευχαριστούμε τόν ιατρόν καί τό νοσηλευτικόν προσωπικόν του Θεαγενείου. xyxy=(12,818,233,879)
un-band: Σημαντική βοήθεια καί εις την Τουρκίαν xyxy=(1006,605,1361,651)
cinema-text: ΛΟΝΔΙΝΟΝ, 10. (Ρώυτερ).— Δύο νεαροί γυναίκες, ένδεδυμέναι τοπλές, απεπειράθησαν νά παρακολουθήσουν τήν κοσμικήν πρεμιέραν της ταινίας είς κινηματογράφον του Λονδίνου. Ο αστυνομικός ο όποίος τάς απηγόρευσε τήν είσοδον απεδοκιμάσθη έντόνως από τό πλήθος. Αι νεαραί εδήλωσαν ότι «αι γυναίκες καθορίζουν τήν μόδαν καί όχι οι αστυνομικοί». xyxy=(443,972,792,1024)
un-text-a: ΗΝΩΜΕΝΑ ΕΘΝΗ, 9. (Του ανταποκριτού μας).— Κατόπιν αιτήσεως της Γιουγκοσλαβίας το συμβούλιον διοικήσεως του ειδικού ταμείου του ΟΗΕ ενέκρινε την χορήγησιν 5.944.000 δολλαρίων διά την ανοικοδόμησιν των Σκοπίων. Η αίτησις της Γιουγκοσλαβίας χαρακτηρίζει τα Σκόπια ως πρωτεύουσαν της Μακεδονίας. xyxy=(1006,652,1180,744)
cinema-headline: ΔΥΟ ΤΟΛΜΗΡΟΤΑΤΑΙ ΒΡΕΤΑΝΝΙΔΕΣ ΕΠΕΧΕΙΡΗΣΑΝ ΝΑ ΕΙΣΕΛΘΟΥΝ ΜΕ ΤΟΠΛΕΣ ΕΙΣ ΚΙΝΗΜΑΤΟΓΡΑΦΟΝ xyxy=(443,819,792,911)
article-headline: ΔΕΝ ΠΡΟΚΕΙΤΑΙ Ο κ. ΜΕΛΑΣ ΝΑ ΔΙΟΡΙΣΘΗ ΑΝΤΙΠΡΟΣΩΠΟΣ ΕΙΣ ΤΟ Ν.Α.Τ.Ο. xyxy=(804,265,995,320)
hemp-subheadline: ΣΥΝΕΛΗΦΘΗ ΕΠ' ΑΥΤΟΦΩΡΩ ΕΙΣ ΚΑΛΛΙΕΡΓΗΤΗΣ.— ΑΝΕΚΑΛΥΦΘΗΣΑΝ 540 ΔΕΝΔΡΥΛΛΙΑ ΜΕΣΑ ΕΙΣ ΜΑΝΤΡΙΑ.—ΤΟ ΠΡΟΪΟΝ ΘΑ ΑΠΕΔΙΔΕ 3.000.000 ΔΡΑΧΜ. xyxy=(1011,895,1356,951)
article-headline: ΑΠΟΤΡΟΠΗΝ ΤΗΣ ΔΙΑΣΠΟΡΑΣ ΤΩΝ ΠΥΡΗΝΙΚΩΝ ΟΠΛΩΝ ΘΑ ΖΗΤΗΣΗ Ο ΜΠΑΤΛΕΡ ΑΠΟ ΤΗΝ ΣΟΒ. ΕΝΩΣΙΝ xyxy=(1377,279,1553,348)
social-item-heading: Συγχαρητήρια xyxy=(70,114,175,129)
un-subheadline: Η ΓΙΟΥΓΚΟΣΛΑΒΙΑ ΕΙΣ ΤΗΝ ΑΙΤΗΣΙΝ ΤΗΣ ΧΑΡΑΚΤΗΡΙΖΕΙ ΤΗΝ ΚΑΤΑΣΤΡΑΦΕΙΣΑΝ ΠΟΛΙΝ «ΠΡΩΤΕΥΟΥΣΑΝ ΤΗΣ ΜΑΚΕΔΟΝΙΑΣ» xyxy=(1029,558,1339,599)
article xyxy=(245,778,431,870)
lead-kicker: ΕΙΣ ΗΝΩΜΕΝΑΣ ΠΟΛΙΤΕΙΑΣ xyxy=(1006,24,1361,41)
article-text: Επεκτείνεται η καταδίωξις τών λαθρεμπόρων. Εξεδόθη η προκήρυξις διά τάς εξετάσεις τών δημοσίων υπαλλήλων. Μεταβαίνει είς Χαλκιδικήν ο υπουργός Γεωργίας. xyxy=(804,1136,995,1177)
article-text: ΕΔΙΜΒΟΥΡΓΟΝ, 10. (Ρώυτερ).— Ο Βρεττανός υπουργός κ. Χηθ εδήλωσεν ότι η Μεγάλη Βρεττανία θά επαναλάβη τάς επαφάς της με την Κοινήν Αγοράν μετά τάς εκλογάς. xyxy=(1373,226,1557,267)
article-text: ΠΥΡΓΟΣ, 10.— Είς τό χωρίον Ματέσι κατά τήν διέλευσιν από τόν άγρόν του ο Α. Παπαδόπουλος, έπληξε μέ αξίνην τόν γείτονά του Ν. Κωστόπουλον είς τήν κεφαλήν, διότι ούτος διήλθε διά του άγρού του. xyxy=(804,202,995,253)
church-section-title: ΕΚΚΛΗΣΙΑ xyxy=(12,887,233,915)
article xyxy=(804,576,995,658)
article-headline: Η ΛΕΙΤΟΥΡΓΙΑ ΤΟΥ ΤΑΜΕΙΟΥ ΔΟΜΙΚΩΝ ΕΡΓΑΣΙΩΝ xyxy=(832,1018,966,1059)
article-text: ΑΘΗΝΑΙ, 10.— Κατόπιν της αποφάσεως του υπουργείου Οικονομικών αναστέλλεται ή βεβαίωσις εισφορών υπεραξίας επί τών ακινήτων. xyxy=(804,434,995,475)
article-headline: ΑΝΕΚΑΘΗΣΑΝ ΟΙ ΚΙΝΕΖΟΙ ΕΡΓΑΤΑΙ ΕΚ ΜΟΓΓΟΛΙΑΣ xyxy=(250,457,426,484)
social-item-heading: Δέν έορτάζουν xyxy=(69,63,176,77)
column-news-2 xyxy=(245,22,431,2334)
politics-subheadline: ΒΑΛΛΕΤΑΙ Ο ΕΡΧΑΡΝΤ ΔΙΟΤΙ ΕΠΙΘΥΜΕΙ ΒΕΛΤΙΩΣΙΝ ΤΩΝ ΣΧΕΣΕΩΝ ΜΕΤΑΞΥ ΤΗΣ ΑΝΑΤΟΛΗΣ ΚΑΙ ΔΥΣΕΩΣ xyxy=(469,606,765,658)
